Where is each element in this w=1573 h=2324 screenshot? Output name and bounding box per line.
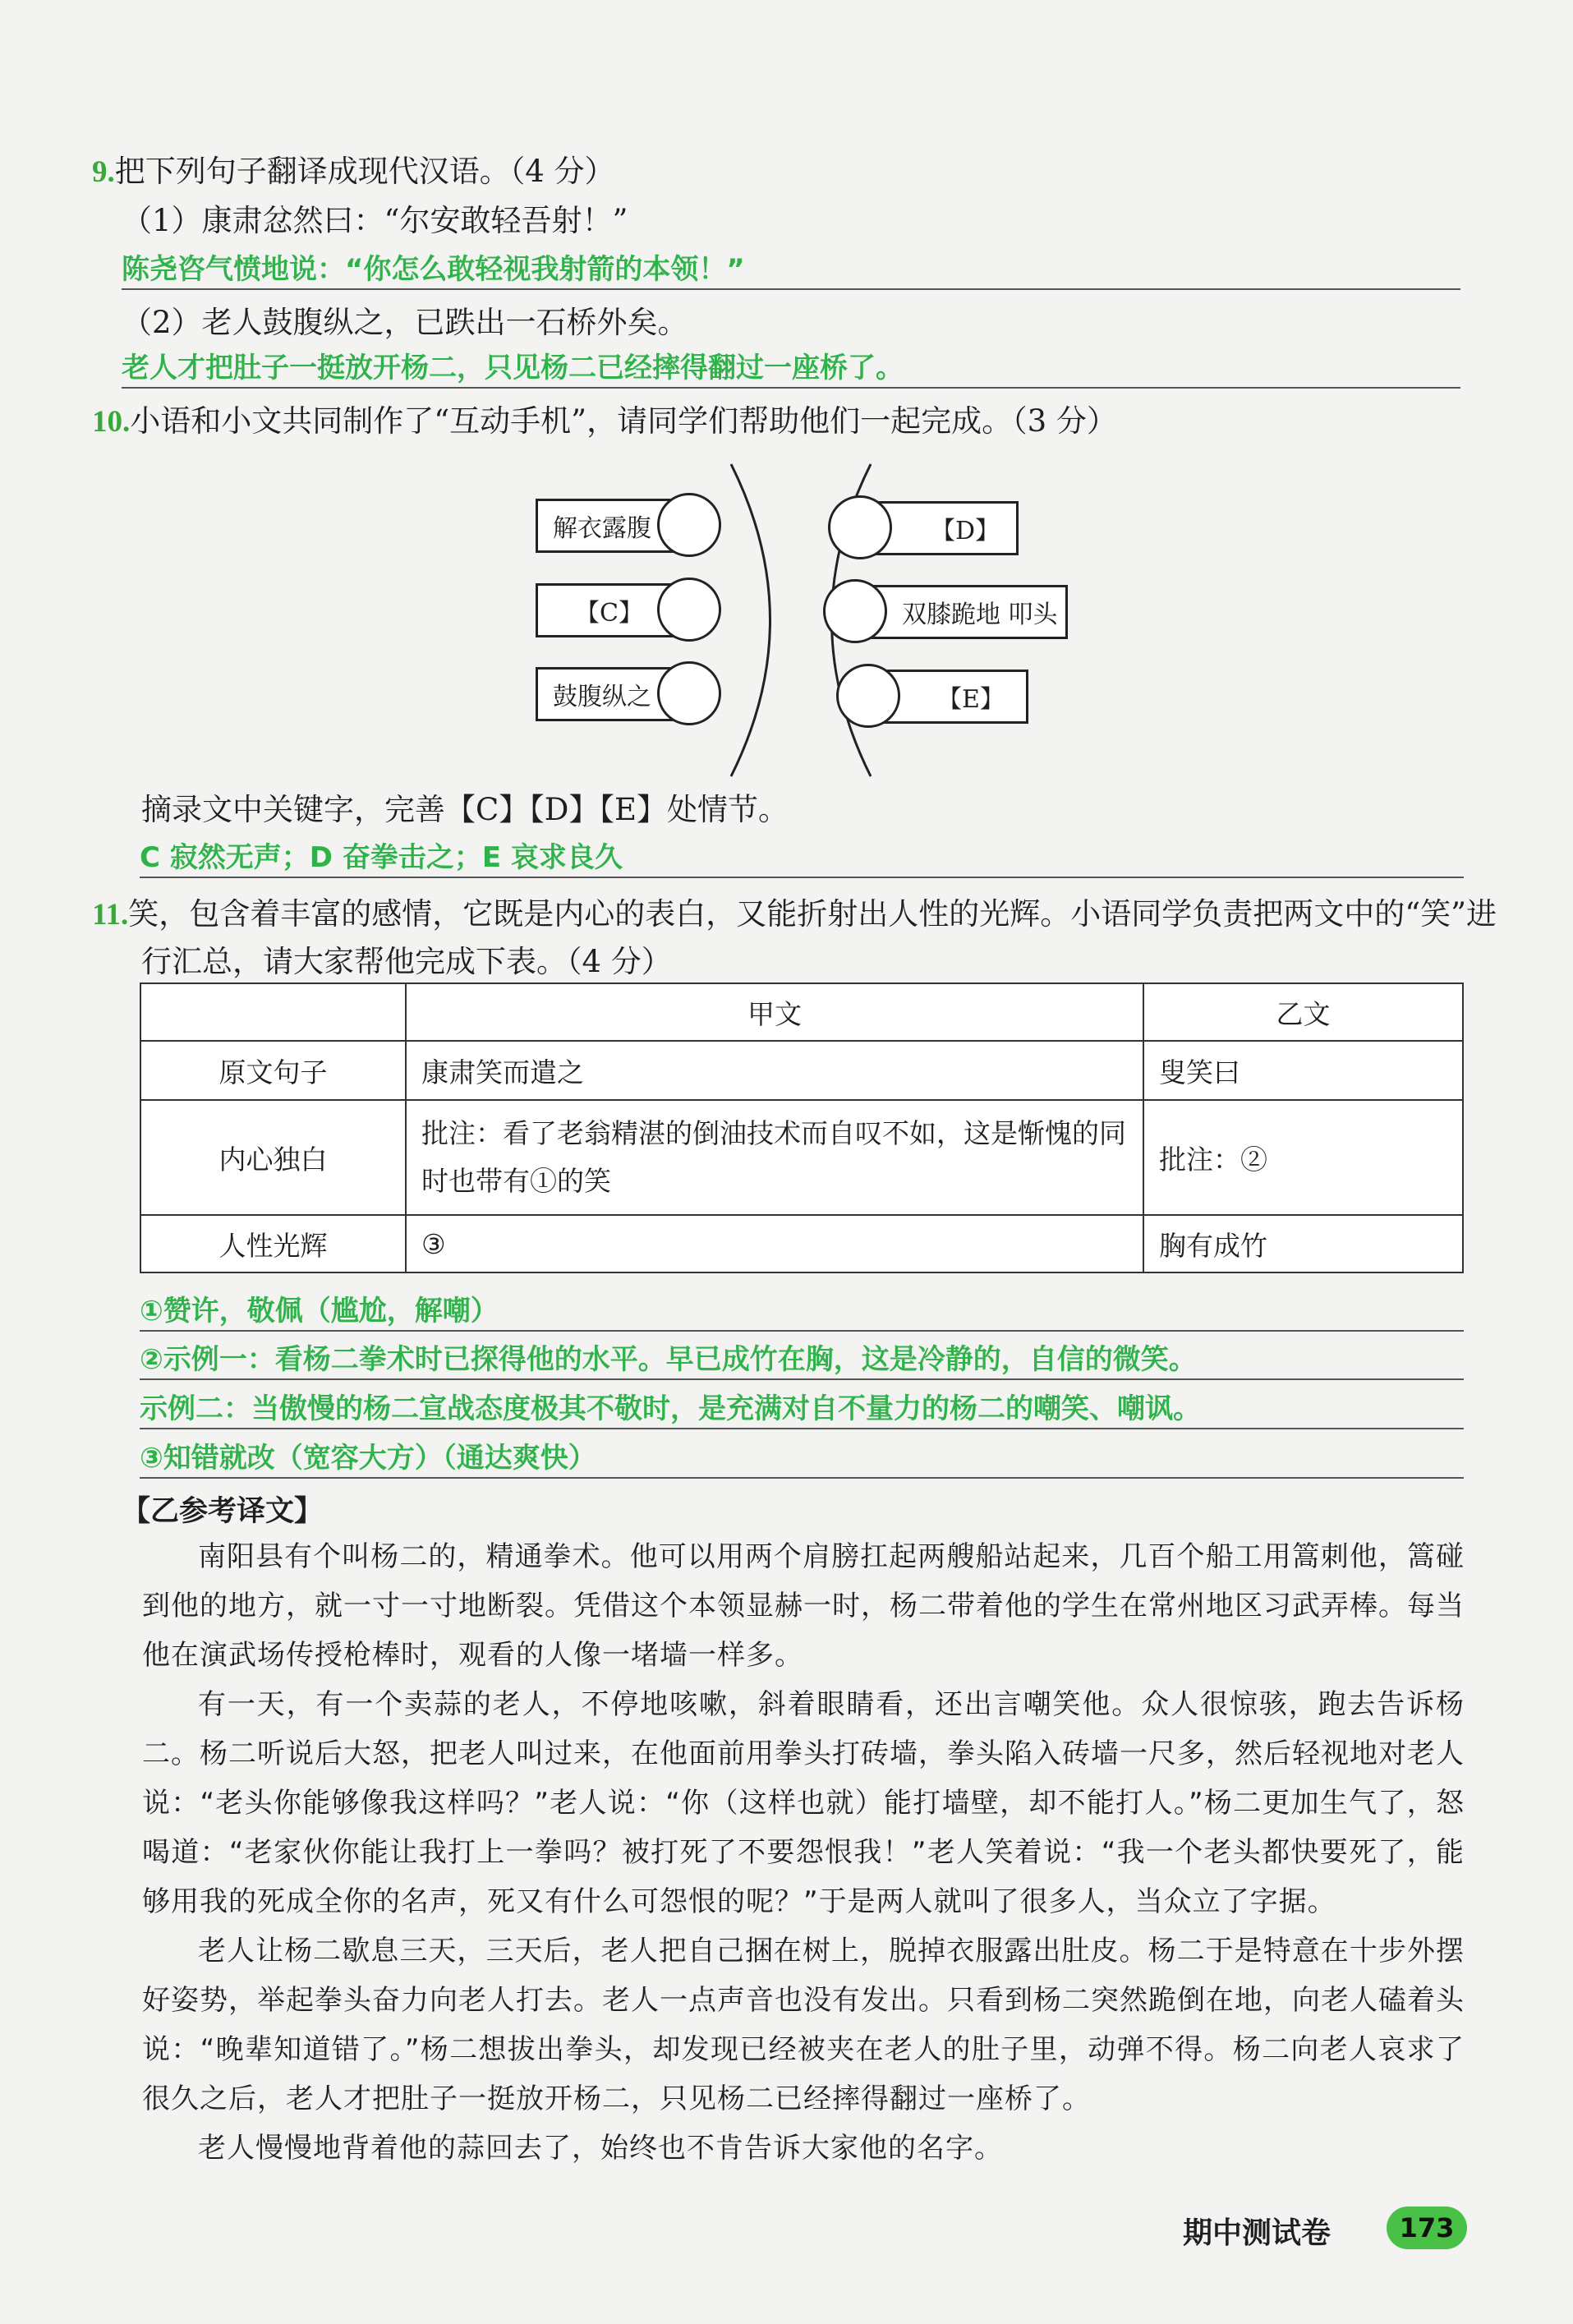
q11-answer-4: ③知错就改（宽容大方）（通达爽快） <box>140 1435 1464 1479</box>
table-cell: 人性光辉 <box>140 1215 406 1272</box>
q9-stem <box>92 146 615 191</box>
q11-answer-1: ①赞许，敬佩（尴尬，解嘲） <box>140 1288 1464 1332</box>
left-circle-2 <box>657 578 721 642</box>
q10-answer: C 寂然无声；D 奋拳击之；E 哀求良久 <box>140 835 1464 878</box>
table-cell: 批注：② <box>1143 1100 1463 1215</box>
table-cell: 内心独白 <box>140 1100 406 1215</box>
right-circle-2 <box>823 579 887 643</box>
q10-number: 10. <box>92 405 131 439</box>
table-header-row <box>140 983 1463 1041</box>
left-box-3: 鼓腹纵之 <box>536 667 675 721</box>
right-box-2: 双膝跪地 叩头 <box>871 585 1068 639</box>
translation-paragraph-2: 有一天，有一个卖蒜的老人，不停地咳嗽，斜着眼睛看，还出言嘲笑他。众人很惊骇，跑去告诉杨二。杨二听说后大怒，把老人叫过来，在他面前用拳头打砖墙，拳头陷入砖墙一尺多，然后轻视地对老人说：“老头你能够像我这样吗？”老人说：“你（这样也就）能打墙壁，却不能打人。”杨二更加生气了，怒喝道：“老家伙你能让我打上一拳吗？被打死了不要怨恨我！”老人笑着说：“我一个老头都快要死了，能够用我的死成全你的名声，死又有什么可怨恨的呢？”于是两人就叫了很多人，当众立了字据。 <box>142 1688 1465 1918</box>
laugh-summary-table <box>140 983 1464 1273</box>
translation-paragraph-3: 老人让杨二歇息三天，三天后，老人把自己捆在树上，脱掉衣服露出肚皮。杨二于是特意在十步外摆好姿势，举起拳头奋力向老人打去。老人一点声音也没有发出。只看到杨二突然跪倒在地，向老人磕着头说：“晚辈知道错了。”杨二想拔出拳头，却发现已经被夹在老人的肚子里，动弹不得。杨二向老人哀求了很久之后，老人才把肚子一挺放开杨二，只见杨二已经摔得翻过一座桥了。 <box>142 1935 1465 2115</box>
page-number-badge: 173 <box>1387 2207 1467 2249</box>
table-cell: 叟笑曰 <box>1143 1041 1463 1100</box>
q9-sentence-2: （2）老人鼓腹纵之，已跌出一石桥外矣。 <box>122 305 688 340</box>
table-header-cell: 甲文 <box>406 983 1143 1041</box>
footer-title: 期中测试卷 <box>1183 2216 1332 2250</box>
q9-stem-text: 把下列句子翻译成现代汉语。（4 分） <box>114 154 615 189</box>
q10-stem-text: 小语和小文共同制作了“互动手机”，请同学们帮助他们一起完成。（3 分） <box>130 403 1117 439</box>
table-cell: 批注：看了老翁精湛的倒油技术而自叹不如，这是惭愧的同时也带有①的笑 <box>406 1100 1143 1215</box>
right-circle-3 <box>836 664 900 728</box>
left-box-C: 【C】 <box>536 583 675 637</box>
table-row <box>140 1215 1463 1272</box>
left-box-1: 解衣露腹 <box>536 499 675 553</box>
q11-answer-2: ②示例一：看杨二拳术时已探得他的水平。早已成竹在胸，这是冷静的，自信的微笑。 <box>140 1337 1464 1380</box>
q9-answer-1: 陈尧咨气愤地说：“你怎么敢轻视我射箭的本领！” <box>122 246 1460 290</box>
q9-answer-2: 老人才把肚子一挺放开杨二，只见杨二已经摔得翻过一座桥了。 <box>122 345 1460 389</box>
table-cell: 康肃笑而遣之 <box>406 1041 1143 1100</box>
translation-paragraph-1: 南阳县有个叫杨二的，精通拳术。他可以用两个肩膀扛起两艘船站起来，几百个船工用篙刺他，篙碰到他的地方，就一寸一寸地断裂。凭借这个本领显赫一时，杨二带着他的学生在常州地区习武弄棒。每当他在演武场传授枪棒时，观看的人像一堵墙一样多。 <box>142 1540 1465 1672</box>
q9-number: 9. <box>92 155 115 189</box>
right-circle-1 <box>828 495 892 559</box>
q11-answer-3: 示例二：当傲慢的杨二宣战态度极其不敬时，是充满对自不量力的杨二的嘲笑、嘲讽。 <box>140 1386 1464 1429</box>
q10-instruction: 摘录文中关键字，完善【C】【D】【E】处情节。 <box>141 792 789 827</box>
left-circle-1 <box>657 493 721 557</box>
right-box-D: 【D】 <box>871 501 1019 555</box>
right-box-E: 【E】 <box>877 670 1028 724</box>
q11-stem-2: 行汇总，请大家帮他完成下表。（4 分） <box>141 944 672 979</box>
translation-heading: 【乙参考译文】 <box>122 1495 324 1528</box>
left-circle-3 <box>657 661 721 725</box>
q10-stem <box>92 396 1117 440</box>
table-row <box>140 1100 1463 1215</box>
translation-paragraph-4: 老人慢慢地背着他的蒜回去了，始终也不肯告诉大家他的名字。 <box>198 2132 1003 2165</box>
q11-stem-text-1: 笑，包含着丰富的感情，它既是内心的表白，又能折射出人性的光辉。小语同学负责把两文中的“笑”进 <box>128 896 1497 932</box>
table-header-cell <box>140 983 406 1041</box>
table-cell: 胸有成竹 <box>1143 1215 1463 1272</box>
table-header-cell: 乙文 <box>1143 983 1463 1041</box>
table-row <box>140 1041 1463 1100</box>
q11-stem-1 <box>92 889 1497 933</box>
q9-sentence-1: （1）康肃忿然曰：“尔安敢轻吾射！” <box>122 203 628 238</box>
table-cell: 原文句子 <box>140 1041 406 1100</box>
table-cell: ③ <box>406 1215 1143 1272</box>
q11-number: 11. <box>92 898 129 932</box>
